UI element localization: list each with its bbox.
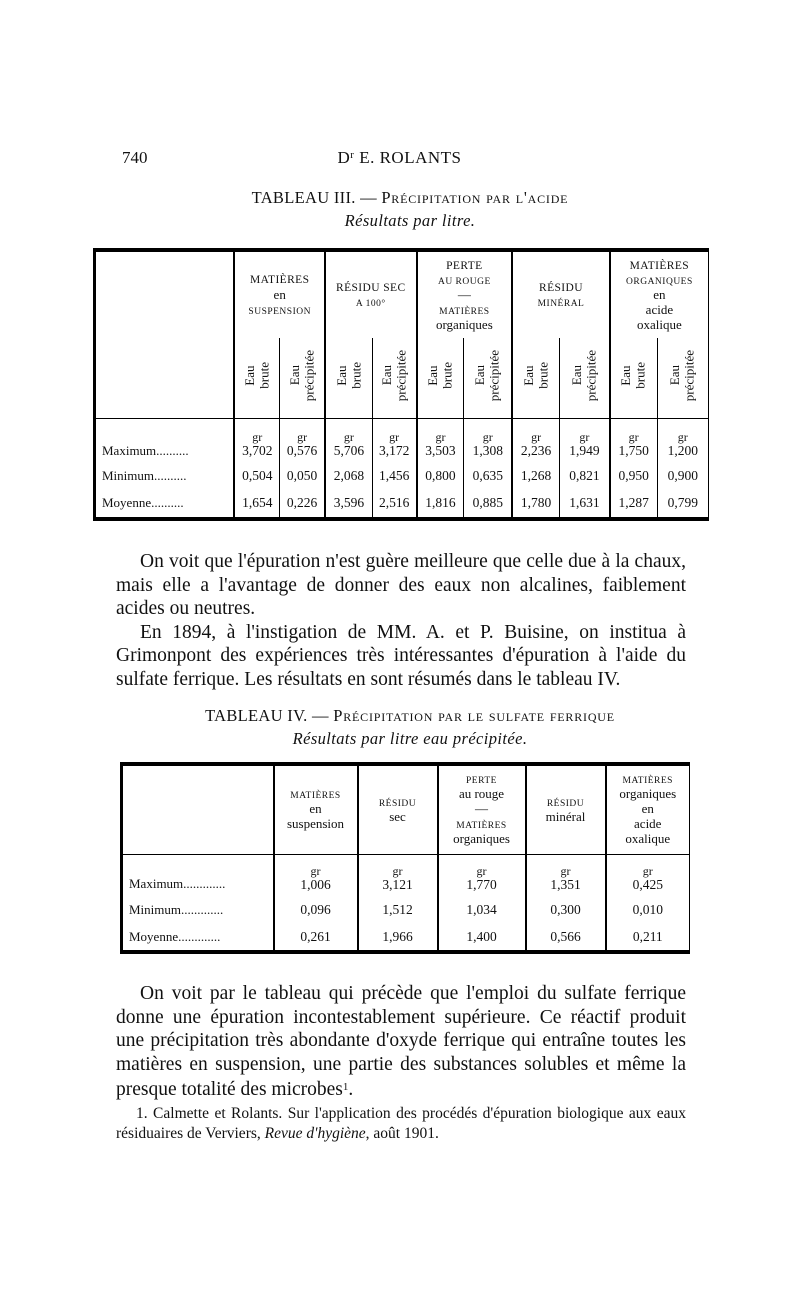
row-label: Moyenne............. — [129, 928, 221, 944]
table-cell: gr 0,425 — [606, 862, 690, 896]
table-cell: gr 1,949 — [559, 427, 609, 463]
table4-corner — [122, 764, 274, 854]
table4 — [120, 762, 690, 954]
table-cell: 1,034 — [438, 896, 526, 924]
table-cell: 1,400 — [438, 924, 526, 952]
table-cell: 0,096 — [274, 896, 358, 924]
row-label: Maximum............. — [129, 876, 226, 892]
table3-group-header: MATIÈRES ORGANIQUES en acide oxalique — [610, 250, 709, 338]
table-cell: 1,816 — [417, 489, 464, 519]
table-row — [95, 489, 709, 519]
table3-corner — [95, 250, 235, 418]
table-row — [122, 924, 690, 952]
author-prefix: D — [337, 148, 351, 167]
footnote-ref: 1 — [342, 1081, 349, 1093]
table4-header: MATIÈRES organiques en acide oxalique — [606, 764, 690, 854]
table4-header: RÉSIDU sec — [358, 764, 438, 854]
table4-header: RÉSIDU minéral — [526, 764, 606, 854]
table-cell: gr 5,706 — [325, 427, 372, 463]
author-sup: r — [350, 149, 355, 161]
table-cell: 0,010 — [606, 896, 690, 924]
table-cell: 0,261 — [274, 924, 358, 952]
table-cell: 1,268 — [512, 463, 559, 489]
body-text-2 — [116, 982, 686, 1102]
table-cell: 0,800 — [417, 463, 464, 489]
table-cell: 1,456 — [372, 463, 416, 489]
table3-sub-raw: Eau brute — [417, 338, 464, 418]
paragraph: En 1894, à l'instigation de MM. A. et P. Buisine, on institua à Grimonpont des expériences très intéressantes d'épuration à l'aide du sulfate ferrique. Les résultats en sont résumés dans le tableau IV. — [116, 621, 686, 690]
table4-header-row — [122, 764, 690, 854]
table-cell: 2,068 — [325, 463, 372, 489]
table3-sub-precipitated: Eau précipitée — [559, 338, 609, 418]
table3-sub-precipitated: Eau précipitée — [280, 338, 325, 418]
table-row — [122, 862, 690, 896]
table-cell: 0,504 — [234, 463, 279, 489]
table-cell: gr 1,750 — [610, 427, 657, 463]
table4-title-smallcaps: Précipitation par le sulfate ferrique — [333, 706, 615, 725]
row-label: Minimum............. — [129, 901, 224, 917]
table3-group-header: RÉSIDU MINÉRAL — [512, 250, 610, 338]
table3-group-header: MATIÈRES en SUSPENSION — [234, 250, 325, 338]
table3-sub-raw: Eau brute — [234, 338, 279, 418]
table4-header: MATIÈRES en suspension — [274, 764, 358, 854]
author-name — [112, 148, 687, 168]
table3-sub-precipitated: Eau précipitée — [372, 338, 416, 418]
table-cell: gr 3,172 — [372, 427, 416, 463]
table4-title — [100, 706, 720, 726]
table-cell: 1,631 — [559, 489, 609, 519]
paragraph: On voit que l'épuration n'est guère meilleure que celle due à la chaux, mais elle a l'avantage de donner des eaux non alcalines, faiblement acides ou neutres. — [116, 551, 686, 619]
table3-title-smallcaps: Précipitation par l'acide — [381, 188, 569, 207]
body-text-1 — [116, 550, 686, 691]
table-cell: 3,596 — [325, 489, 372, 519]
running-header — [112, 148, 687, 172]
table-cell: 0,885 — [464, 489, 512, 519]
table-cell: 0,050 — [280, 463, 325, 489]
table-cell: 1,780 — [512, 489, 559, 519]
table-cell: gr 3,702 — [234, 427, 279, 463]
table-row — [95, 463, 709, 489]
table-cell: gr 1,770 — [438, 862, 526, 896]
table-row — [95, 427, 709, 463]
table-cell: 0,821 — [559, 463, 609, 489]
table-cell: gr 3,503 — [417, 427, 464, 463]
table3 — [93, 248, 709, 521]
footnote-journal: Revue d'hygiène — [264, 1125, 366, 1142]
table-cell: 0,300 — [526, 896, 606, 924]
author-surname: E. ROLANTS — [354, 148, 462, 167]
row-label: Maximum.......... — [102, 443, 189, 459]
table3-title-prefix: TABLEAU III. — — [251, 188, 382, 207]
row-label: Moyenne.......... — [102, 494, 184, 510]
table-cell: gr 0,576 — [280, 427, 325, 463]
paragraph: On voit par le tableau qui précède que l'emploi du sulfate ferrique donne une épuration incontestablement supérieure. Ce réactif produit une précipitation très abondante d'oxyde ferrique qui entraîne toutes les matières en suspension, une partie des substances solubles et même la presque totalité des microbes$^1$. — [116, 983, 686, 1100]
table-cell: 1,287 — [610, 489, 657, 519]
table-cell: 0,566 — [526, 924, 606, 952]
table-cell: 0,635 — [464, 463, 512, 489]
table-cell: 0,799 — [657, 489, 708, 519]
table-row — [122, 896, 690, 924]
table3-sub-precipitated: Eau précipitée — [657, 338, 708, 418]
table3-group-header: PERTE AU ROUGE — MATIÈRES organiques — [417, 250, 513, 338]
table-cell: gr 1,351 — [526, 862, 606, 896]
table3-sub-precipitated: Eau précipitée — [464, 338, 512, 418]
table-cell: 0,226 — [280, 489, 325, 519]
table-cell: 1,654 — [234, 489, 279, 519]
table4-subtitle: Résultats par litre eau précipitée. — [292, 729, 528, 748]
table-cell: 0,900 — [657, 463, 708, 489]
table3-spacer-row — [95, 418, 709, 427]
table-cell: 1,512 — [358, 896, 438, 924]
table3-group-header-row — [95, 250, 709, 338]
table3-sub-raw: Eau brute — [610, 338, 657, 418]
table3-sub-raw: Eau brute — [512, 338, 559, 418]
table-cell: 0,950 — [610, 463, 657, 489]
table4-header: PERTE au rouge — MATIÈRES organiques — [438, 764, 526, 854]
row-label: Minimum.......... — [102, 467, 187, 483]
footnote: 1. Calmette et Rolants. Sur l'application des procédés d'épuration biologique aux eaux résiduaires de Verviers, Revue d'hygiène, août 1901. — [116, 1105, 686, 1142]
table3-title — [100, 188, 720, 208]
table3-group-header: RÉSIDU SEC A 100° — [325, 250, 417, 338]
table3-subtitle: Résultats par litre. — [344, 211, 476, 230]
table-cell: gr 1,308 — [464, 427, 512, 463]
table-cell: gr 1,006 — [274, 862, 358, 896]
table-cell: 1,966 — [358, 924, 438, 952]
table-cell: gr 2,236 — [512, 427, 559, 463]
page-number: 740 — [122, 148, 148, 167]
table-cell: 2,516 — [372, 489, 416, 519]
footnote-number: 1. — [136, 1105, 148, 1122]
table3-sub-raw: Eau brute — [325, 338, 372, 418]
table-cell: gr 1,200 — [657, 427, 708, 463]
table-cell: gr 3,121 — [358, 862, 438, 896]
table-cell: 0,211 — [606, 924, 690, 952]
table4-title-prefix: TABLEAU IV. — — [205, 706, 334, 725]
table4-spacer-row — [122, 854, 690, 862]
